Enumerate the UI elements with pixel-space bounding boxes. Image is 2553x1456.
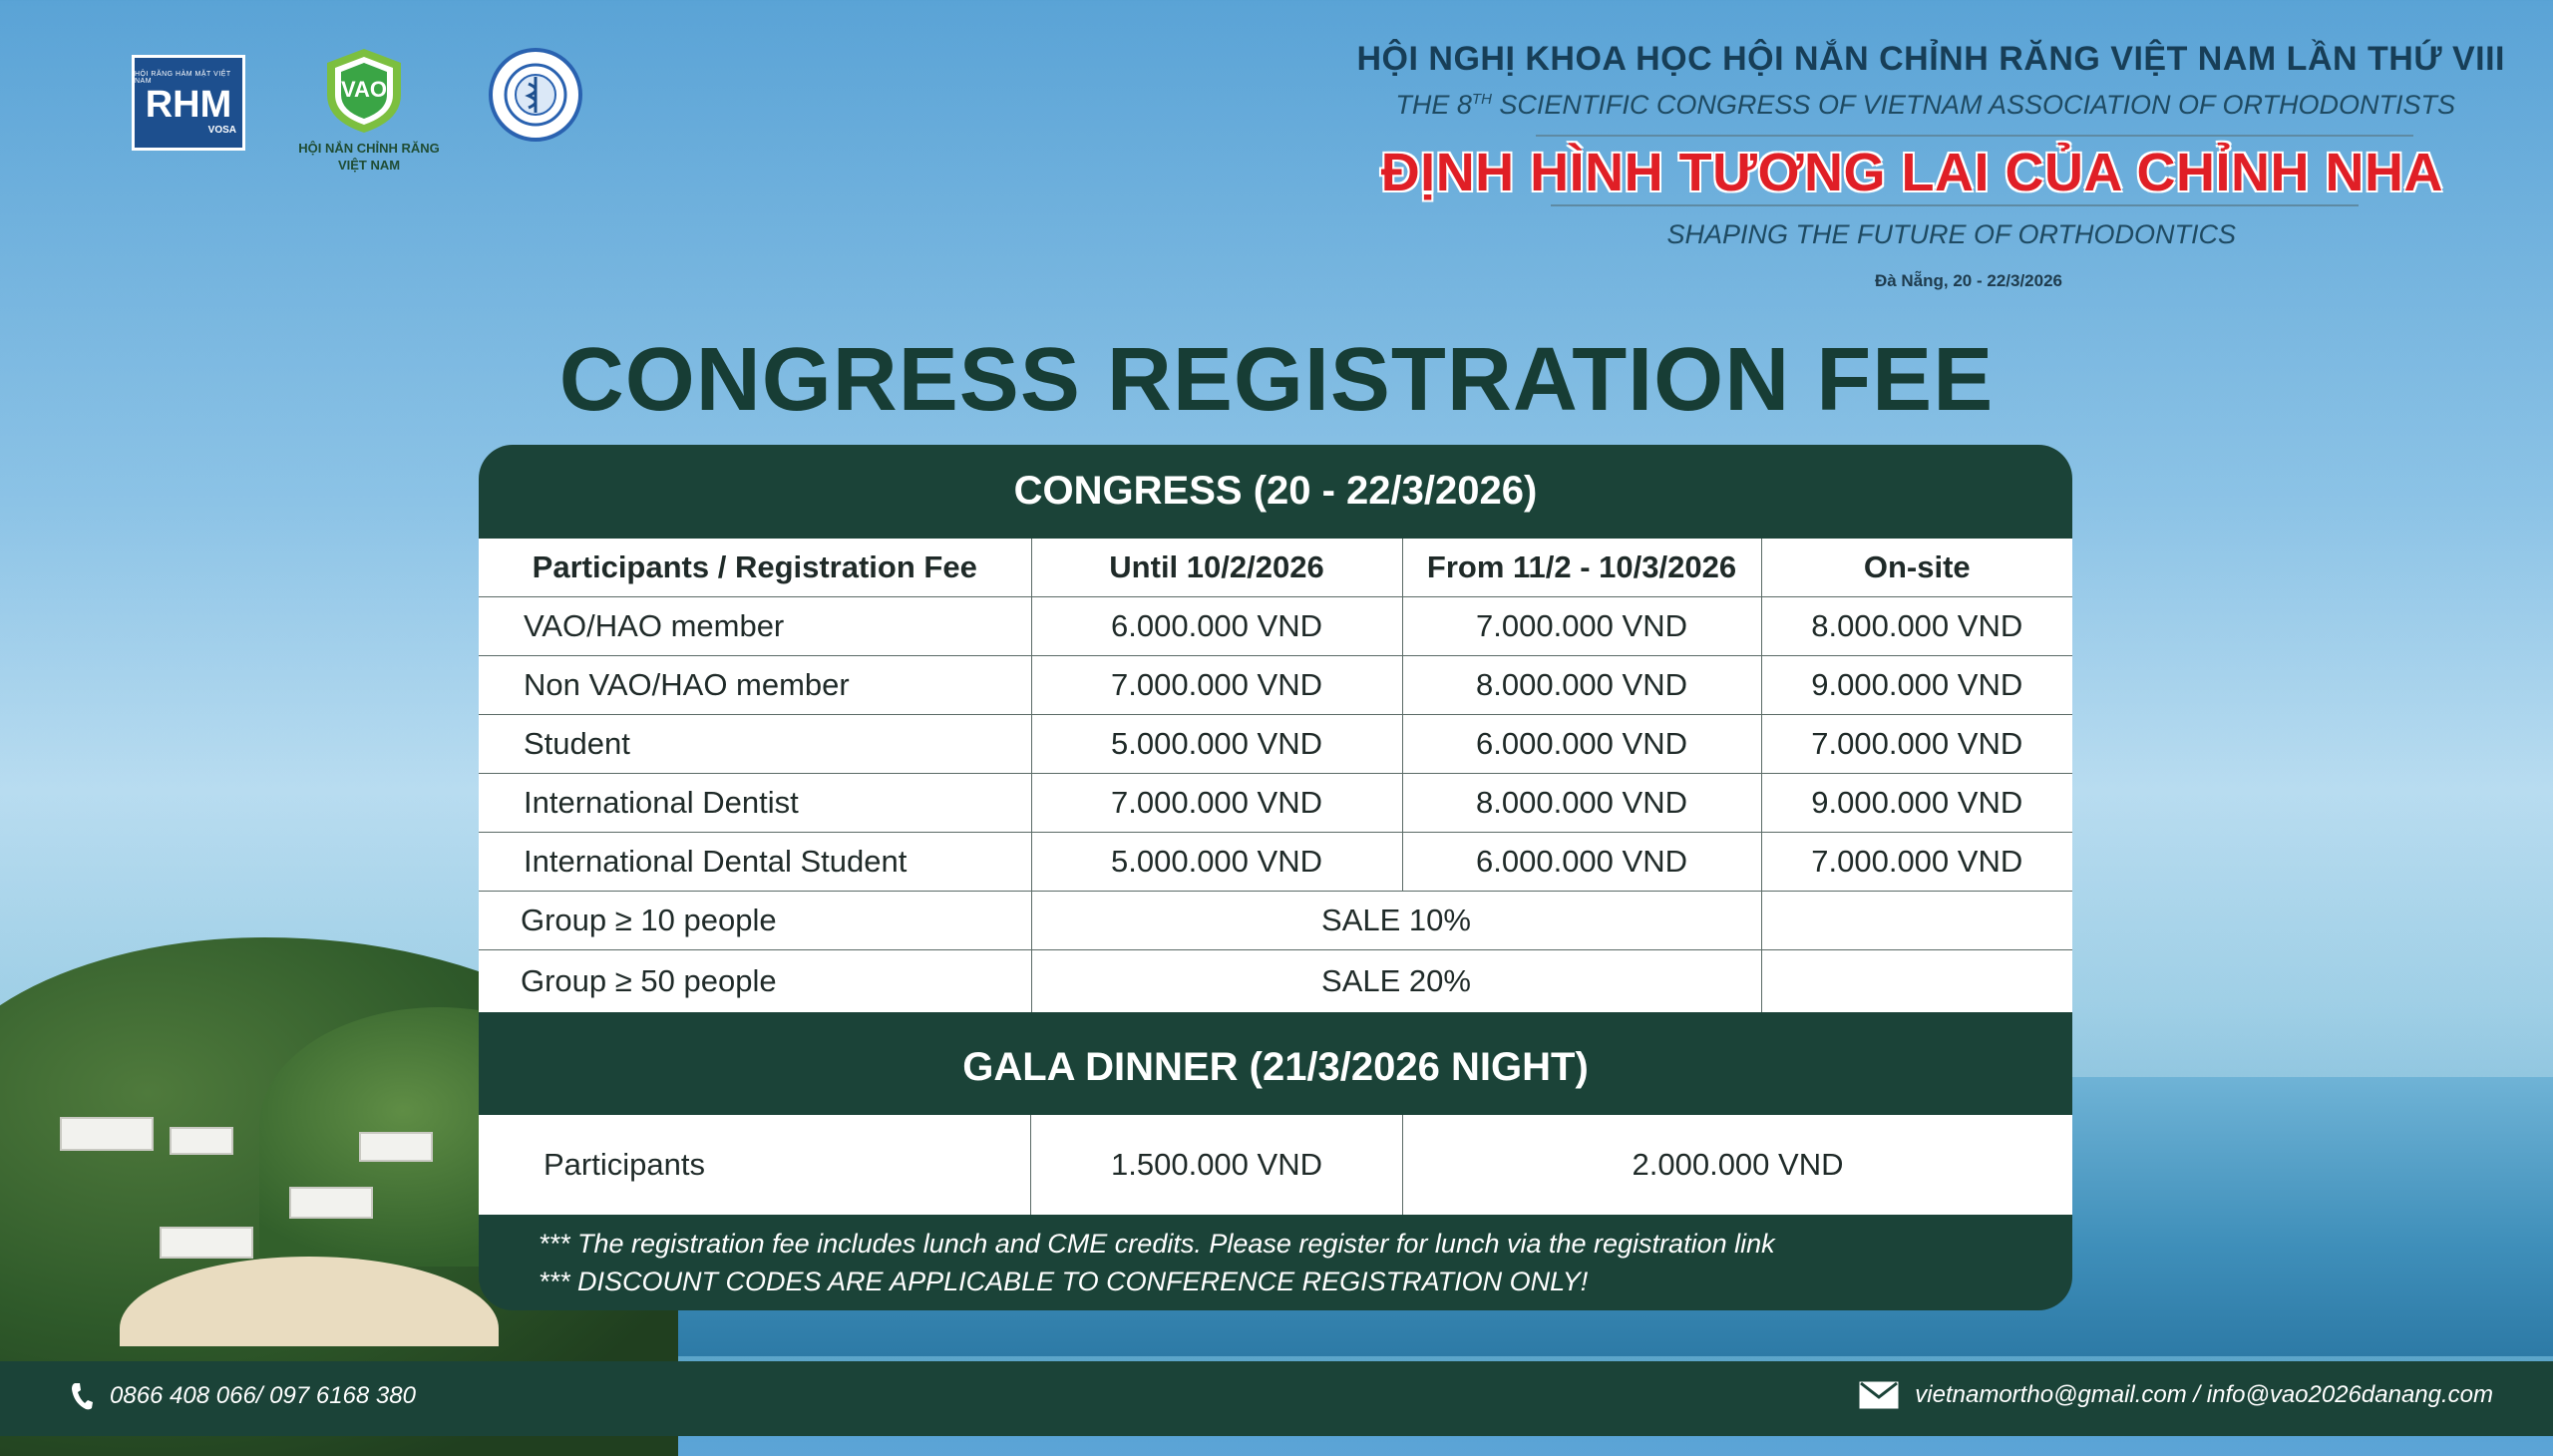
fee-cell: 5.000.000 VND [1031,715,1402,774]
vao-caption: HỘI NẮN CHỈNH RĂNG VIỆT NAM [298,141,440,173]
fee-cell: 6.000.000 VND [1031,597,1402,656]
fee-cell: 7.000.000 VND [1761,715,2072,774]
congress-title-en-pre: THE 8 [1395,90,1472,120]
table-row [479,833,2072,892]
vao-logo-mark: VAO [340,77,388,102]
participant-type: Non VAO/HAO member [479,656,1031,715]
table-header-row [479,539,2072,597]
congress-title-en-sup: TH [1471,91,1492,108]
fee-cell: 6.000.000 VND [1402,833,1761,892]
rhm-logo [132,55,245,151]
note-line: *** DISCOUNT CODES ARE APPLICABLE TO CONFERENCE REGISTRATION ONLY! [539,1267,1589,1296]
fee-cell: 7.000.000 VND [1031,774,1402,833]
rhm-logo-mark: RHM [145,83,232,126]
group-discount: SALE 10% [1031,892,1761,950]
group-label: Group ≥ 10 people [479,892,1031,950]
column-header: On-site [1761,539,2072,597]
resort-building [289,1187,373,1219]
congress-title-en [1395,90,2455,121]
participant-type: International Dental Student [479,833,1031,892]
gala-fee-early: 1.500.000 VND [1031,1115,1403,1215]
resort-building [160,1227,253,1259]
congress-title-en-post: SCIENTIFIC CONGRESS OF VIETNAM ASSOCIATION OF ORTHODONTISTS [1491,90,2455,120]
email-addresses[interactable]: vietnamortho@gmail.com / info@vao2026danang.com [1915,1381,2493,1408]
phone-icon [70,1381,94,1411]
slogan-en: SHAPING THE FUTURE OF ORTHODONTICS [1666,219,2236,249]
resort-building [60,1117,154,1151]
gala-fee-late: 2.000.000 VND [1632,1147,1844,1182]
fee-cell: 7.000.000 VND [1761,833,2072,892]
congress-title-vn: HỘI NGHỊ KHOA HỌC HỘI NẮN CHỈNH RĂNG VIỆT NAM LẦN THỨ VIII [1356,40,2505,78]
fee-cell: 7.000.000 VND [1031,656,1402,715]
table-row [479,597,2072,656]
congress-fee-table [479,539,2072,1012]
fee-cell: 6.000.000 VND [1402,715,1761,774]
fee-cell: 8.000.000 VND [1402,774,1761,833]
column-header: From 11/2 - 10/3/2026 [1402,539,1761,597]
phone-numbers[interactable]: 0866 408 066/ 097 6168 380 [110,1382,416,1409]
fee-cell: 9.000.000 VND [1761,656,2072,715]
note-line: *** The registration fee includes lunch and CME credits. Please register for lunch via the registration link [539,1229,1775,1259]
group-discount-row [479,950,2072,1013]
participant-type: VAO/HAO member [479,597,1031,656]
participant-type: International Dentist [479,774,1031,833]
table-row [479,656,2072,715]
university-seal-logo [489,48,582,142]
column-header: Participants / Registration Fee [479,539,1031,597]
empty-cell [1761,950,2072,1013]
fee-cell: 9.000.000 VND [1761,774,2072,833]
resort-building [170,1127,233,1155]
gala-heading: GALA DINNER (21/3/2026 NIGHT) [962,1045,1589,1089]
header-divider [1536,135,2413,137]
gala-participants-label: Participants [479,1115,1031,1215]
vao-logo [319,45,409,135]
gala-fee-row [479,1115,2072,1215]
participant-type: Student [479,715,1031,774]
footer-phone [70,1381,416,1411]
fee-card [479,445,2072,1310]
group-discount: SALE 20% [1031,950,1761,1013]
rhm-logo-sub: VOSA [207,124,236,136]
fee-notes [539,1225,1775,1300]
mail-icon [1859,1381,1899,1409]
fee-cell: 8.000.000 VND [1402,656,1761,715]
group-label: Group ≥ 50 people [479,950,1031,1013]
footer-bar [0,1361,2553,1436]
fee-cell: 8.000.000 VND [1761,597,2072,656]
footer-email [1859,1381,2493,1409]
empty-cell [1761,892,2072,950]
header-divider [1551,204,2359,206]
slogan-vn: ĐỊNH HÌNH TƯƠNG LAI CỦA CHỈNH NHA [1380,143,2443,202]
event-date: Đà Nẵng, 20 - 22/3/2026 [1874,271,2062,290]
resort-building [359,1132,433,1162]
column-header: Until 10/2/2026 [1031,539,1402,597]
fee-cell: 5.000.000 VND [1031,833,1402,892]
group-discount-row [479,892,2072,950]
page-title: CONGRESS REGISTRATION FEE [558,330,1995,430]
rhm-logo-top: HỘI RĂNG HÀM MẶT VIỆT NAM [135,70,231,85]
table-row [479,715,2072,774]
fee-cell: 7.000.000 VND [1402,597,1761,656]
table-row [479,774,2072,833]
congress-heading: CONGRESS (20 - 22/3/2026) [1013,469,1538,513]
